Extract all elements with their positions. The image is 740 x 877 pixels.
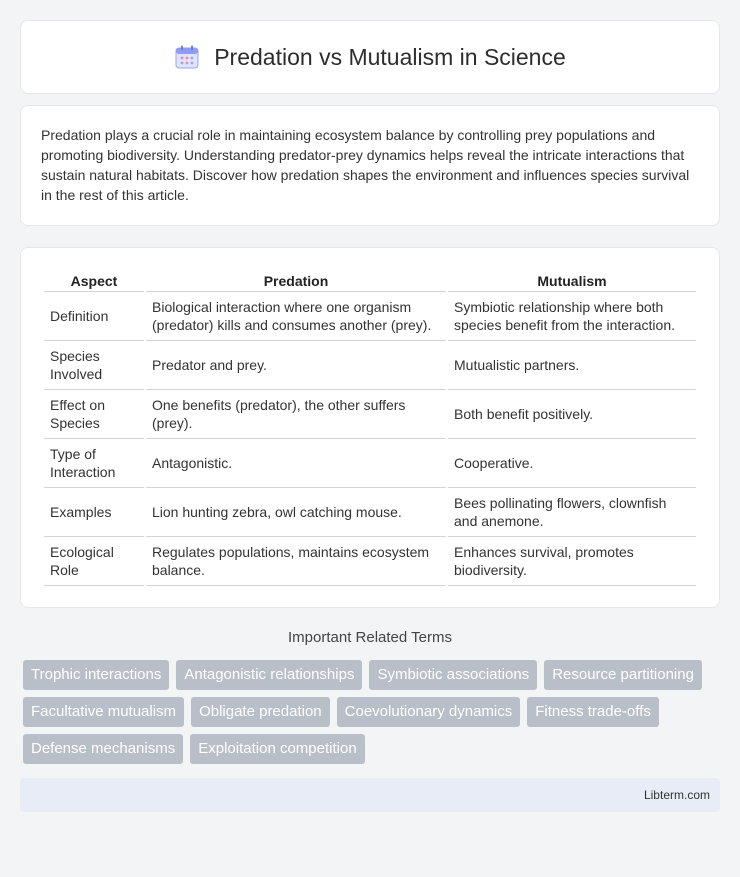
row-aspect: Species Involved bbox=[44, 341, 144, 390]
row-predation: Predator and prey. bbox=[146, 341, 446, 390]
row-mutualism: Both benefit positively. bbox=[448, 390, 696, 439]
comparison-table bbox=[42, 268, 698, 586]
intro-text: Predation plays a crucial role in maintaining ecosystem balance by controlling prey populations and promoting biodiversity. Understanding predator-prey dynamics helps reveal the intricate interactions that sustain natural habitats. Discover how predation shapes the environment and influences species survival in the rest of this article. bbox=[41, 127, 690, 203]
row-mutualism: Mutualistic partners. bbox=[448, 341, 696, 390]
term-tag[interactable]: Defense mechanisms bbox=[23, 734, 183, 764]
term-tag[interactable]: Symbiotic associations bbox=[369, 660, 537, 690]
intro-card bbox=[20, 105, 720, 226]
footer-site-link[interactable]: Libterm.com bbox=[643, 788, 710, 802]
header-aspect: Aspect bbox=[44, 268, 144, 292]
table-row bbox=[44, 292, 696, 341]
row-predation: Lion hunting zebra, owl catching mouse. bbox=[146, 488, 446, 537]
related-terms-title: Important Related Terms bbox=[288, 629, 452, 646]
row-aspect: Ecological Role bbox=[44, 537, 144, 586]
row-predation: Antagonistic. bbox=[146, 439, 446, 488]
term-tag[interactable]: Antagonistic relationships bbox=[176, 660, 362, 690]
table-row bbox=[44, 341, 696, 390]
page-header bbox=[20, 20, 720, 94]
row-predation: Regulates populations, maintains ecosystem balance. bbox=[146, 537, 446, 586]
table-row bbox=[44, 488, 696, 537]
term-tag[interactable]: Resource partitioning bbox=[544, 660, 702, 690]
term-tag[interactable]: Facultative mutualism bbox=[23, 697, 184, 727]
row-aspect: Effect on Species bbox=[44, 390, 144, 439]
table-row bbox=[44, 439, 696, 488]
footer bbox=[20, 778, 720, 812]
row-mutualism: Cooperative. bbox=[448, 439, 696, 488]
row-mutualism: Bees pollinating flowers, clownfish and anemone. bbox=[448, 488, 696, 537]
related-terms-list bbox=[20, 660, 720, 764]
row-aspect: Definition bbox=[44, 292, 144, 341]
page-title: Predation vs Mutualism in Science bbox=[214, 43, 566, 70]
row-aspect: Type of Interaction bbox=[44, 439, 144, 488]
term-tag[interactable]: Coevolutionary dynamics bbox=[337, 697, 521, 727]
calendar-icon bbox=[174, 44, 200, 70]
row-predation: One benefits (predator), the other suffers (prey). bbox=[146, 390, 446, 439]
row-aspect: Examples bbox=[44, 488, 144, 537]
table-row bbox=[44, 537, 696, 586]
row-mutualism: Symbiotic relationship where both species benefit from the interaction. bbox=[448, 292, 696, 341]
term-tag[interactable]: Exploitation competition bbox=[190, 734, 364, 764]
table-header-row bbox=[44, 268, 696, 292]
term-tag[interactable]: Fitness trade-offs bbox=[527, 697, 659, 727]
row-mutualism: Enhances survival, promotes biodiversity. bbox=[448, 537, 696, 586]
header-mutualism: Mutualism bbox=[448, 268, 696, 292]
table-row bbox=[44, 390, 696, 439]
header-predation: Predation bbox=[146, 268, 446, 292]
comparison-card bbox=[20, 247, 720, 608]
term-tag[interactable]: Trophic interactions bbox=[23, 660, 169, 690]
term-tag[interactable]: Obligate predation bbox=[191, 697, 330, 727]
row-predation: Biological interaction where one organism (predator) kills and consumes another (prey). bbox=[146, 292, 446, 341]
